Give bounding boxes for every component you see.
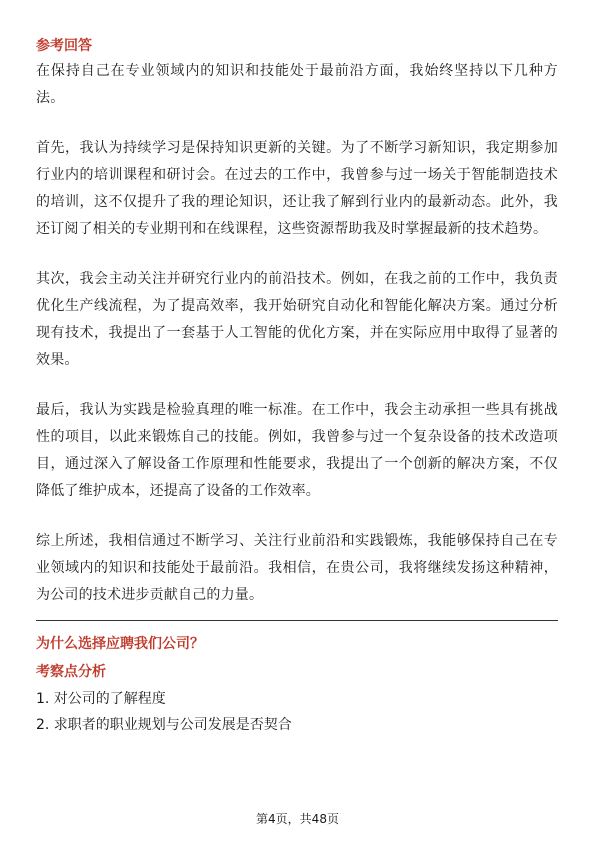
paragraph-first: 首先，我认为持续学习是保持知识更新的关键。为了不断学习新知识，我定期参加行业内的培训课程和研讨会。在过去的工作中，我曾参与过一场关于智能制造技术的培训，这不仅提升了我的理论知识，还让我了解到行业内的最新动态。此外，我还订阅了相关的专业期刊和在线课程，这些资源帮助我及时掌握最新的技术趋势。 (36, 140, 558, 237)
paragraph-summary: 综上所述，我相信通过不断学习、关注行业前沿和实践锻炼，我能够保持自己在专业领域内的知识和技能处于最前沿。我相信，在贵公司，我将继续发扬这种精神，为公司的技术进步贡献自己的力量。 (36, 533, 558, 603)
analysis-item-2: 2. 求职者的职业规划与公司发展是否契合 (36, 717, 292, 733)
next-question-heading: 为什么选择应聘我们公司？ (36, 636, 204, 652)
section-divider (36, 620, 558, 621)
analysis-label: 考察点分析 (36, 664, 106, 680)
paragraph-second: 其次，我会主动关注并研究行业内的前沿技术。例如，在我之前的工作中，我负责优化生产线流程，为了提高效率，我开始研究自动化和智能化解决方案。通过分析现有技术，我提出了一套基于人工智能的优化方案，并在实际应用中取得了显著的效果。 (36, 271, 558, 368)
analysis-item-1: 1. 对公司的了解程度 (36, 691, 166, 707)
paragraph-intro: 在保持自己在专业领域内的知识和技能处于最前沿方面，我始终坚持以下几种方法。 (36, 63, 558, 106)
paragraph-last: 最后，我认为实践是检验真理的唯一标准。在工作中，我会主动承担一些具有挑战性的项目，以此来锻炼自己的技能。例如，我曾参与过一个复杂设备的技术改造项目，通过深入了解设备工作原理和性能要求，我提出了一个创新的解决方案，不仅降低了维护成本，还提高了设备的工作效率。 (36, 402, 558, 499)
page-footer: 第4页，共48页 (256, 812, 339, 826)
answer-label: 参考回答 (36, 38, 92, 54)
page-content (36, 36, 558, 738)
